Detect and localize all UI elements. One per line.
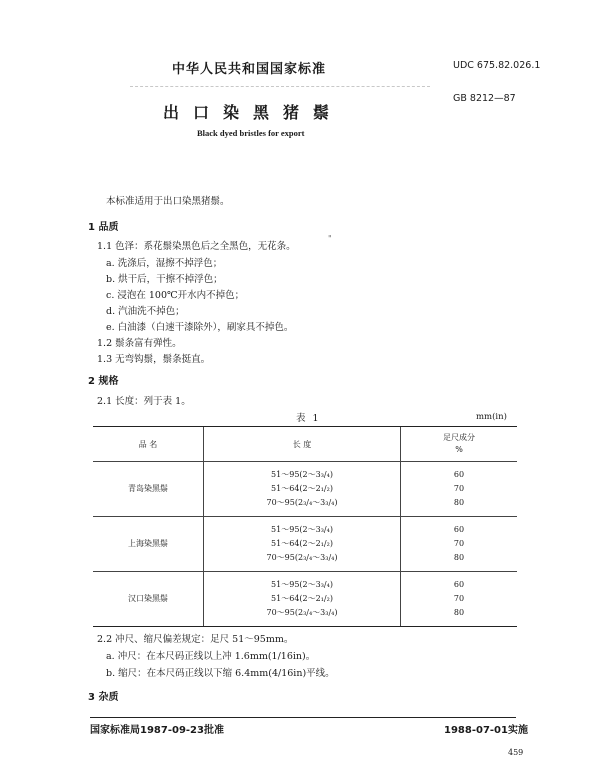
item-1-2: 1.2 鬃条富有弹性。: [97, 338, 182, 349]
gb-number: GB 8212—87: [453, 93, 516, 104]
intro-text: 本标准适用于出口染黑猪鬃。: [106, 196, 230, 207]
document-title: 出口染黑猪鬃: [163, 103, 344, 122]
item-1-1-c: c. 浸泡在 100℃开水内不掉色；: [106, 290, 245, 301]
section-3-heading: 3 杂质: [88, 692, 119, 703]
table-unit: mm(in): [476, 412, 507, 422]
page-number: 459: [508, 748, 524, 757]
product-name: 汉口染黑鬃: [93, 572, 204, 627]
length-spec-table: [93, 426, 517, 627]
length-value: 51～95(2～3₃/₄): [271, 580, 333, 589]
percent-value: 60: [453, 470, 465, 479]
percent-cell: [401, 462, 518, 517]
percent-value: 80: [453, 608, 465, 617]
table-header-row: [93, 427, 517, 462]
item-2-1: 2.1 长度：列于表 1。: [97, 396, 191, 407]
table-row: [93, 462, 517, 517]
percent-value: 60: [453, 580, 465, 589]
approval-text: 国家标准局1987-09-23批准: [90, 725, 224, 736]
length-value: 70～95(2₃/₄～3₃/₄): [266, 553, 338, 562]
length-value: 51～64(2～2₁/₂): [271, 539, 333, 548]
item-1-1-b: b. 烘干后，干擦不掉浮色；: [106, 274, 223, 285]
item-1-1-d: d. 汽油洗不掉色；: [106, 306, 185, 317]
percent-cell: [401, 572, 518, 627]
length-value: 51～64(2～2₁/₂): [271, 484, 333, 493]
header-divider: [130, 86, 430, 87]
length-value: 70～95(2₃/₄～3₃/₄): [266, 498, 338, 507]
length-value: 51～95(2～3₃/₄): [271, 525, 333, 534]
percent-value: 70: [453, 539, 465, 548]
table-title: 表 1: [296, 413, 321, 424]
col-header-length: 长 度: [204, 427, 401, 462]
length-value: 51～64(2～2₁/₂): [271, 594, 333, 603]
table-row: [93, 517, 517, 572]
item-1-1-e: e. 白油漆（白速干漆除外），刷家具不掉色。: [106, 322, 294, 333]
percent-value: 70: [453, 594, 465, 603]
standard-type: 中华人民共和国国家标准: [172, 62, 327, 77]
percent-value: 80: [453, 498, 465, 507]
udc-number: UDC 675.82.026.1: [453, 60, 541, 71]
table-row: [93, 572, 517, 627]
percent-value: 70: [453, 484, 465, 493]
stray-mark: ": [328, 234, 332, 243]
length-cell: [204, 572, 401, 627]
item-2-2: 2.2 冲尺、缩尺偏差规定：足尺 51～95mm。: [97, 634, 294, 645]
item-1-1: 1.1 色泽：系花鬃染黑色后之全黑色，无花条。: [97, 241, 296, 252]
footer-divider: [90, 717, 516, 718]
length-value: 70～95(2₃/₄～3₃/₄): [266, 608, 338, 617]
product-name: 上海染黑鬃: [93, 517, 204, 572]
document-subtitle-en: Black dyed bristles for export: [197, 128, 305, 138]
col-header-percent-label: 足尺成分: [443, 433, 475, 442]
percent-cell: [401, 517, 518, 572]
col-header-name: 品 名: [93, 427, 204, 462]
section-2-heading: 2 规格: [88, 376, 119, 387]
length-cell: [204, 517, 401, 572]
item-2-2-b: b. 缩尺：在本尺码正线以下缩 6.4mm(4/16in)平线。: [106, 668, 335, 679]
percent-value: 80: [453, 553, 465, 562]
item-1-3: 1.3 无弯钩鬃，鬃条挺直。: [97, 354, 211, 365]
length-value: 51～95(2～3₃/₄): [271, 470, 333, 479]
col-header-percent-unit: %: [455, 445, 463, 454]
item-1-1-a: a. 洗涤后，湿擦不掉浮色；: [106, 258, 223, 269]
col-header-percent: [401, 427, 518, 462]
percent-value: 60: [453, 525, 465, 534]
item-2-2-a: a. 冲尺：在本尺码正线以上冲 1.6mm(1/16in)。: [106, 651, 316, 662]
effective-date: 1988-07-01实施: [444, 725, 528, 736]
section-1-heading: 1 品质: [88, 222, 119, 233]
product-name: 青岛染黑鬃: [93, 462, 204, 517]
length-cell: [204, 462, 401, 517]
